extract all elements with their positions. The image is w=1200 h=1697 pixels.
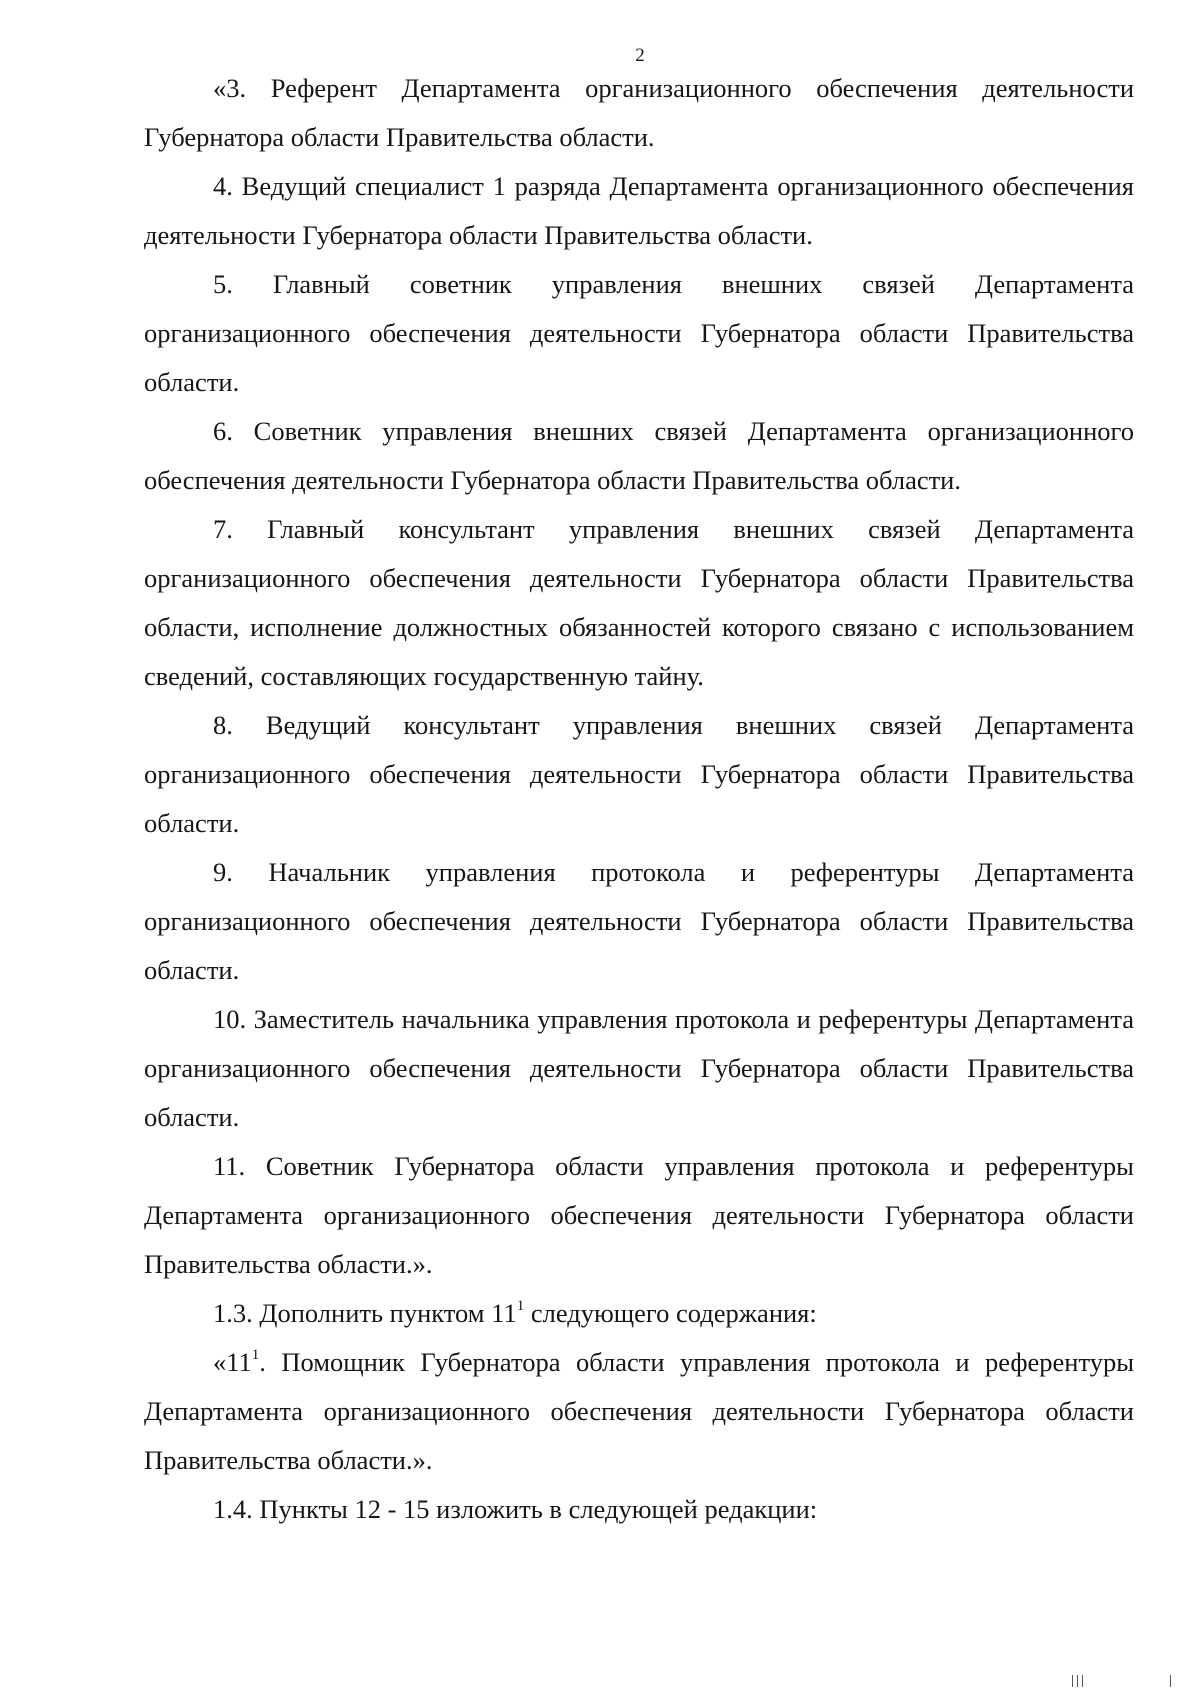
paragraph-item-3: «3. Референт Департамента организационного обеспечения деятельности Губернатора области Правительства области. [144, 73, 1134, 152]
paragraph-item-8: 8. Ведущий консультант управления внешних связей Департамента организационного обеспечения деятельности Губернатора области Правительства области. [144, 710, 1134, 838]
item-1-3-prefix: 1.3. Дополнить пунктом 11 [213, 1298, 517, 1328]
item-1-3-suffix: следующего содержания: [524, 1298, 817, 1328]
document-body [144, 64, 1134, 1534]
item-11-1-prefix: «11 [213, 1347, 252, 1377]
paragraph-item-11: 11. Советник Губернатора области управления протокола и референтуры Департамента организационного обеспечения деятельности Губернатора области Правительства области.». [144, 1151, 1134, 1279]
paragraph-item-4: 4. Ведущий специалист 1 разряда Департамента организационного обеспечения деятельности Губернатора области Правительства области. [144, 171, 1134, 250]
page-number: 2 [635, 45, 645, 66]
scan-mark [1082, 1675, 1083, 1687]
scan-mark [1072, 1675, 1073, 1687]
paragraph-item-6: 6. Советник управления внешних связей Департамента организационного обеспечения деятельности Губернатора области Правительства области. [144, 416, 1134, 495]
paragraph-item-1-3 [144, 1289, 1134, 1338]
scan-mark [1170, 1675, 1171, 1687]
paragraph-item-9: 9. Начальник управления протокола и референтуры Департамента организационного обеспечения деятельности Губернатора области Правительства области. [144, 857, 1134, 985]
paragraph-item-11-1 [144, 1338, 1134, 1485]
item-11-1-suffix: . Помощник Губернатора области управления протокола и референтуры Департамента организационного обеспечения деятельности Губернатора области Правительства области.». [144, 1347, 1134, 1475]
paragraph-item-7: 7. Главный консультант управления внешних связей Департамента организационного обеспечения деятельности Губернатора области Правительства области, исполнение должностных обязанностей которого связано с использованием сведений, составляющих государственную тайну. [144, 514, 1134, 691]
scan-mark [1077, 1675, 1078, 1687]
item-1-3-superscript: 1 [516, 1298, 525, 1315]
paragraph-item-1-4: 1.4. Пункты 12 - 15 изложить в следующей редакции: [213, 1494, 818, 1524]
item-11-1-superscript: 1 [251, 1347, 260, 1364]
paragraph-item-10: 10. Заместитель начальника управления протокола и референтуры Департамента организационного обеспечения деятельности Губернатора области Правительства области. [144, 1004, 1134, 1132]
paragraph-item-5: 5. Главный советник управления внешних связей Департамента организационного обеспечения деятельности Губернатора области Правительства области. [144, 269, 1134, 397]
